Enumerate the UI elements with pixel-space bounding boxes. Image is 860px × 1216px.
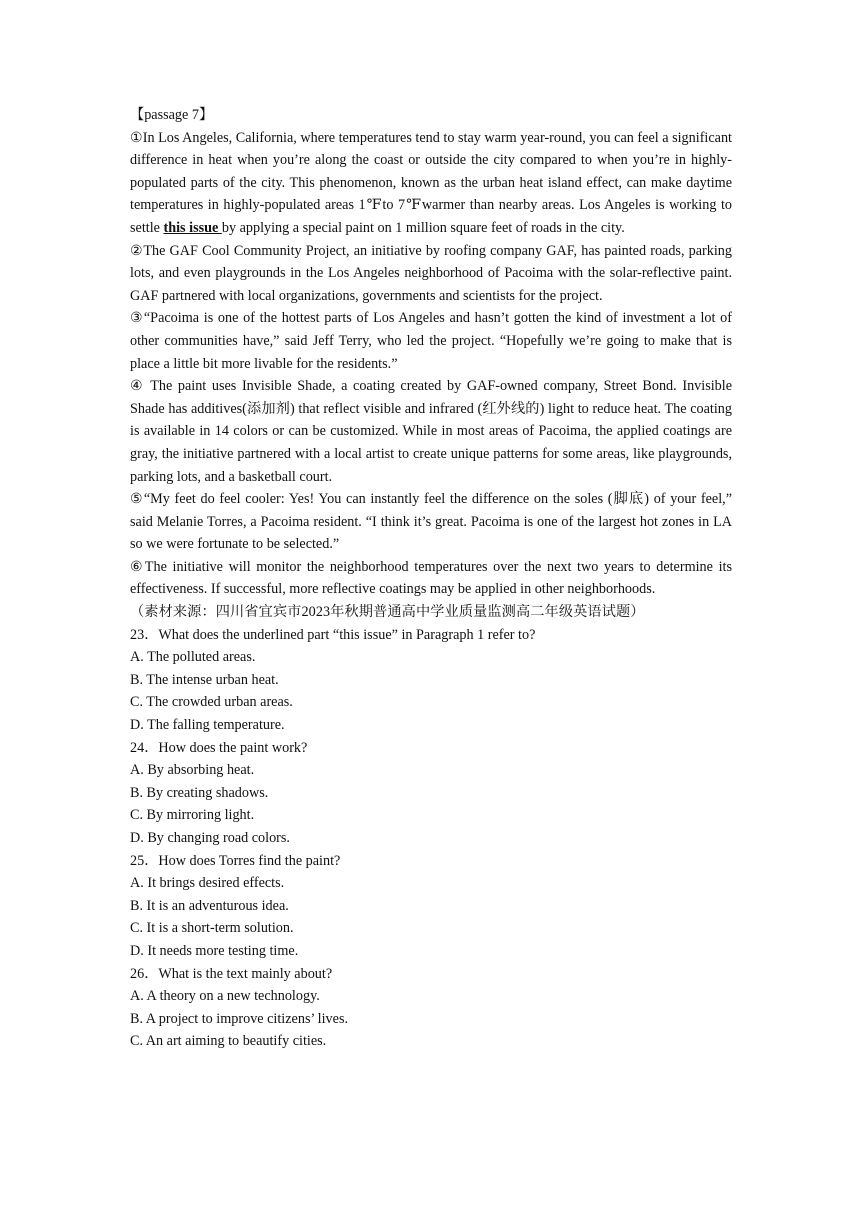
question-23 xyxy=(130,624,732,737)
question-stem: 25．How does Torres find the paint? xyxy=(130,852,341,869)
option-b: B. It is an adventurous idea. xyxy=(130,897,289,914)
option-d: D. It needs more testing time. xyxy=(130,942,299,959)
option-a: A. It brings desired effects. xyxy=(130,875,285,892)
option-b: B. The intense urban heat. xyxy=(130,671,279,688)
question-stem: 26．What is the text mainly about? xyxy=(130,965,333,982)
paragraph-5: ⑤“My feet do feel cooler: Yes! You can instantly feel the difference on the soles (脚底) of your feel,” said Melanie Torres, a Pacoima resident. “I think it’s great. Pacoima is one of the largest hot zones in LA so we were fortunate to be selected.” xyxy=(130,491,732,553)
option-c: C. An art aiming to beautify cities. xyxy=(130,1033,327,1050)
option-d: D. By changing road colors. xyxy=(130,830,290,846)
question-25 xyxy=(130,850,732,963)
option-d: D. The falling temperature. xyxy=(130,717,285,734)
question-stem: 23．What does the underlined part “this issue” in Paragraph 1 refer to? xyxy=(130,626,536,643)
passage-label: 【passage 7】 xyxy=(130,107,214,123)
source-note: （素材来源：四川省宜宾市2023年秋期普通高中学业质量监测高二年级英语试题） xyxy=(130,604,645,621)
option-a: A. By absorbing heat. xyxy=(130,762,255,779)
question-26 xyxy=(130,963,732,1053)
option-c: C. It is a short-term solution. xyxy=(130,920,294,937)
paragraph-3: ③“Pacoima is one of the hottest parts of Los Angeles and hasn’t gotten the kind of investment a lot of other communities have,” said Jeff Terry, who led the project. “Hopefully we’re going to make that is place a little bit more livable for the residents.” xyxy=(130,310,732,372)
underlined-phrase: this issue xyxy=(163,219,222,236)
option-c: C. By mirroring light. xyxy=(130,807,255,824)
paragraph-2: ②The GAF Cool Community Project, an initiative by roofing company GAF, has painted roads, parking lots, and even playgrounds in the Los Angeles neighborhood of Pacoima with the solar-reflective paint. GAF partnered with local organizations, governments and scientists for the project. xyxy=(130,242,732,304)
option-a: A. A theory on a new technology. xyxy=(130,988,320,1005)
paragraph-1 xyxy=(130,127,732,240)
option-c: C. The crowded urban areas. xyxy=(130,694,293,711)
paragraph-6: ⑥The initiative will monitor the neighborhood temperatures over the next two years to determine its effectiveness. If successful, more reflective coatings may be applied in other neighborhoods. xyxy=(130,558,732,598)
question-stem: 24．How does the paint work? xyxy=(130,739,308,756)
question-24 xyxy=(130,737,732,850)
paragraph-4: ④ The paint uses Invisible Shade, a coating created by GAF-owned company, Street Bond. Invisible Shade has additives(添加剂) that reflect visible and infrared (红外线的) light to reduce heat. The coating is available in 14 colors or can be customized. While in most areas of Pacoima, the applied coatings are gray, the initiative partnered with a local artist to create unique patterns for some areas, like playgrounds, parking lots, and a basketball court. xyxy=(130,378,732,485)
document-page xyxy=(130,104,732,1053)
paragraph-1-text-before: ①In Los Angeles, California, where temperatures tend to stay warm year-round, you can feel a significant difference in heat when you’re along the coast or outside the city compared to when you’re in highly-populated parts of the city. This phenomenon, known as the urban heat island effect, can make daytime temperatures in highly-populated areas 1℉to 7℉warmer than nearby areas. Los Angeles is working to settle xyxy=(130,129,732,236)
option-b: B. A project to improve citizens’ lives. xyxy=(130,1010,349,1027)
option-a: A. The polluted areas. xyxy=(130,649,256,666)
paragraph-1-text-after: by applying a special paint on 1 million square feet of roads in the city. xyxy=(221,219,625,236)
option-b: B. By creating shadows. xyxy=(130,784,269,801)
